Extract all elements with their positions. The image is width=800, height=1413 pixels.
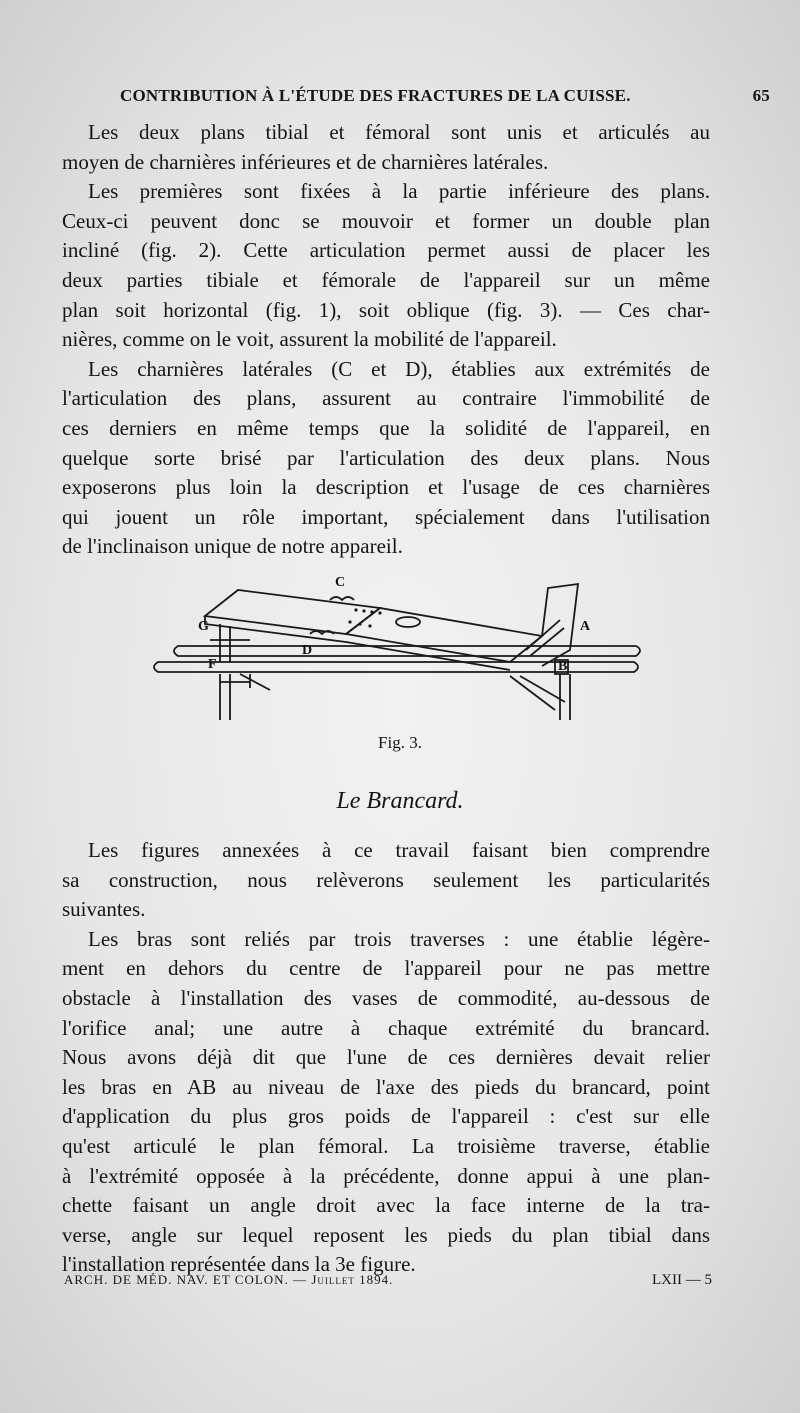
text-line: deux parties tibiale et fémorale de l'appareil sur un même (62, 267, 710, 292)
anal-orifice (396, 617, 420, 627)
label-f: F (208, 657, 217, 672)
text-line: les bras en AB au niveau de l'axe des pieds du brancard, point (62, 1074, 710, 1099)
text-line: Les bras sont reliés par trois traverses : une établie légère- (88, 926, 710, 951)
text-line: d'application du plus gros poids de l'appareil : c'est sur elle (62, 1104, 710, 1129)
label-g: G (198, 619, 209, 634)
label-b: B (558, 659, 568, 674)
figure-caption: Fig. 3. (378, 733, 422, 752)
label-d: D (302, 643, 313, 658)
tibial-plane (346, 608, 542, 662)
text-line: verse, angle sur lequel reposent les pieds du plan tibial dans (62, 1222, 710, 1247)
text-line: qui jouent un rôle important, spécialement dans l'utilisation (62, 504, 710, 529)
header-title: CONTRIBUTION À L'ÉTUDE DES FRACTURES DE LA CUISSE. (120, 86, 631, 105)
figure-stretcher-diagram (150, 570, 650, 730)
text-line: Les charnières latérales (C et D), établies aux extrémités de (88, 356, 710, 381)
text-line: quelque sorte brisé par l'articulation des deux plans. Nous (62, 445, 710, 470)
label-a: A (580, 619, 591, 634)
text-line: moyen de charnières inférieures et de charnières latérales. (62, 149, 549, 174)
text-block-top (62, 118, 710, 562)
page-number: 65 (752, 86, 770, 105)
text-line: suivantes. (62, 897, 146, 922)
stretcher-leg-right (510, 674, 570, 720)
text-line: l'installation représentée dans la 3e figure. (62, 1252, 416, 1277)
text-line: ment en dehors du centre de l'appareil pour ne pas mettre (62, 956, 710, 981)
text-line: l'articulation des plans, assurent au contraire l'immobilité de (62, 386, 710, 411)
text-line: plan soit horizontal (fig. 1), soit oblique (fig. 3). — Ces char- (62, 297, 710, 322)
text-line: qu'est articulé le plan fémoral. La troisième traverse, établie (62, 1133, 710, 1158)
text-line: de l'inclinaison unique de notre appareil. (62, 534, 403, 559)
text-block-bottom (62, 836, 710, 1280)
text-line: Les premières sont fixées à la partie inférieure des plans. (88, 179, 710, 204)
stretcher-leg-left (220, 674, 270, 720)
text-line: l'orifice anal; une autre à chaque extrémité du brancard. (62, 1015, 710, 1040)
text-line: obstacle à l'installation des vases de commodité, au-dessous de (62, 985, 710, 1010)
foot-board (542, 584, 578, 666)
text-line: à l'extrémité opposée à la précédente, donne appui à une plan- (62, 1163, 710, 1188)
text-line: nières, comme on le voit, assurent la mobilité de l'appareil. (62, 327, 557, 352)
running-header (62, 86, 770, 110)
foot-board-strut (526, 620, 564, 656)
hinge-c (330, 597, 354, 600)
section-title: Le Brancard. (336, 788, 464, 814)
text-line: ces derniers en même temps que la solidité de l'appareil, en (62, 415, 710, 440)
footer-journal: ARCH. DE MÉD. NAV. ET COLON. — Juillet 1894. (64, 1272, 394, 1287)
text-line: exposerons plus loin la description et l'usage de ces charnières (62, 475, 710, 500)
text-line: chette faisant un angle droit avec la face interne de la tra- (62, 1193, 710, 1218)
text-line: Nous avons déjà dit que l'une de ces dernières devait relier (62, 1045, 710, 1070)
text-line: sa construction, nous relèverons seulement les particularités (62, 867, 710, 892)
footer-signature: LXII — 5 (652, 1272, 712, 1288)
text-line: incliné (fig. 2). Cette articulation permet aussi de placer les (62, 238, 710, 263)
footer (64, 1272, 712, 1294)
text-line: Les deux plans tibial et fémoral sont unis et articulés au (88, 120, 710, 144)
text-line: Les figures annexées à ce travail faisant bien comprendre (88, 838, 710, 862)
label-c: C (335, 575, 346, 590)
text-line: Ceux-ci peuvent donc se mouvoir et former un double plan (62, 208, 710, 233)
